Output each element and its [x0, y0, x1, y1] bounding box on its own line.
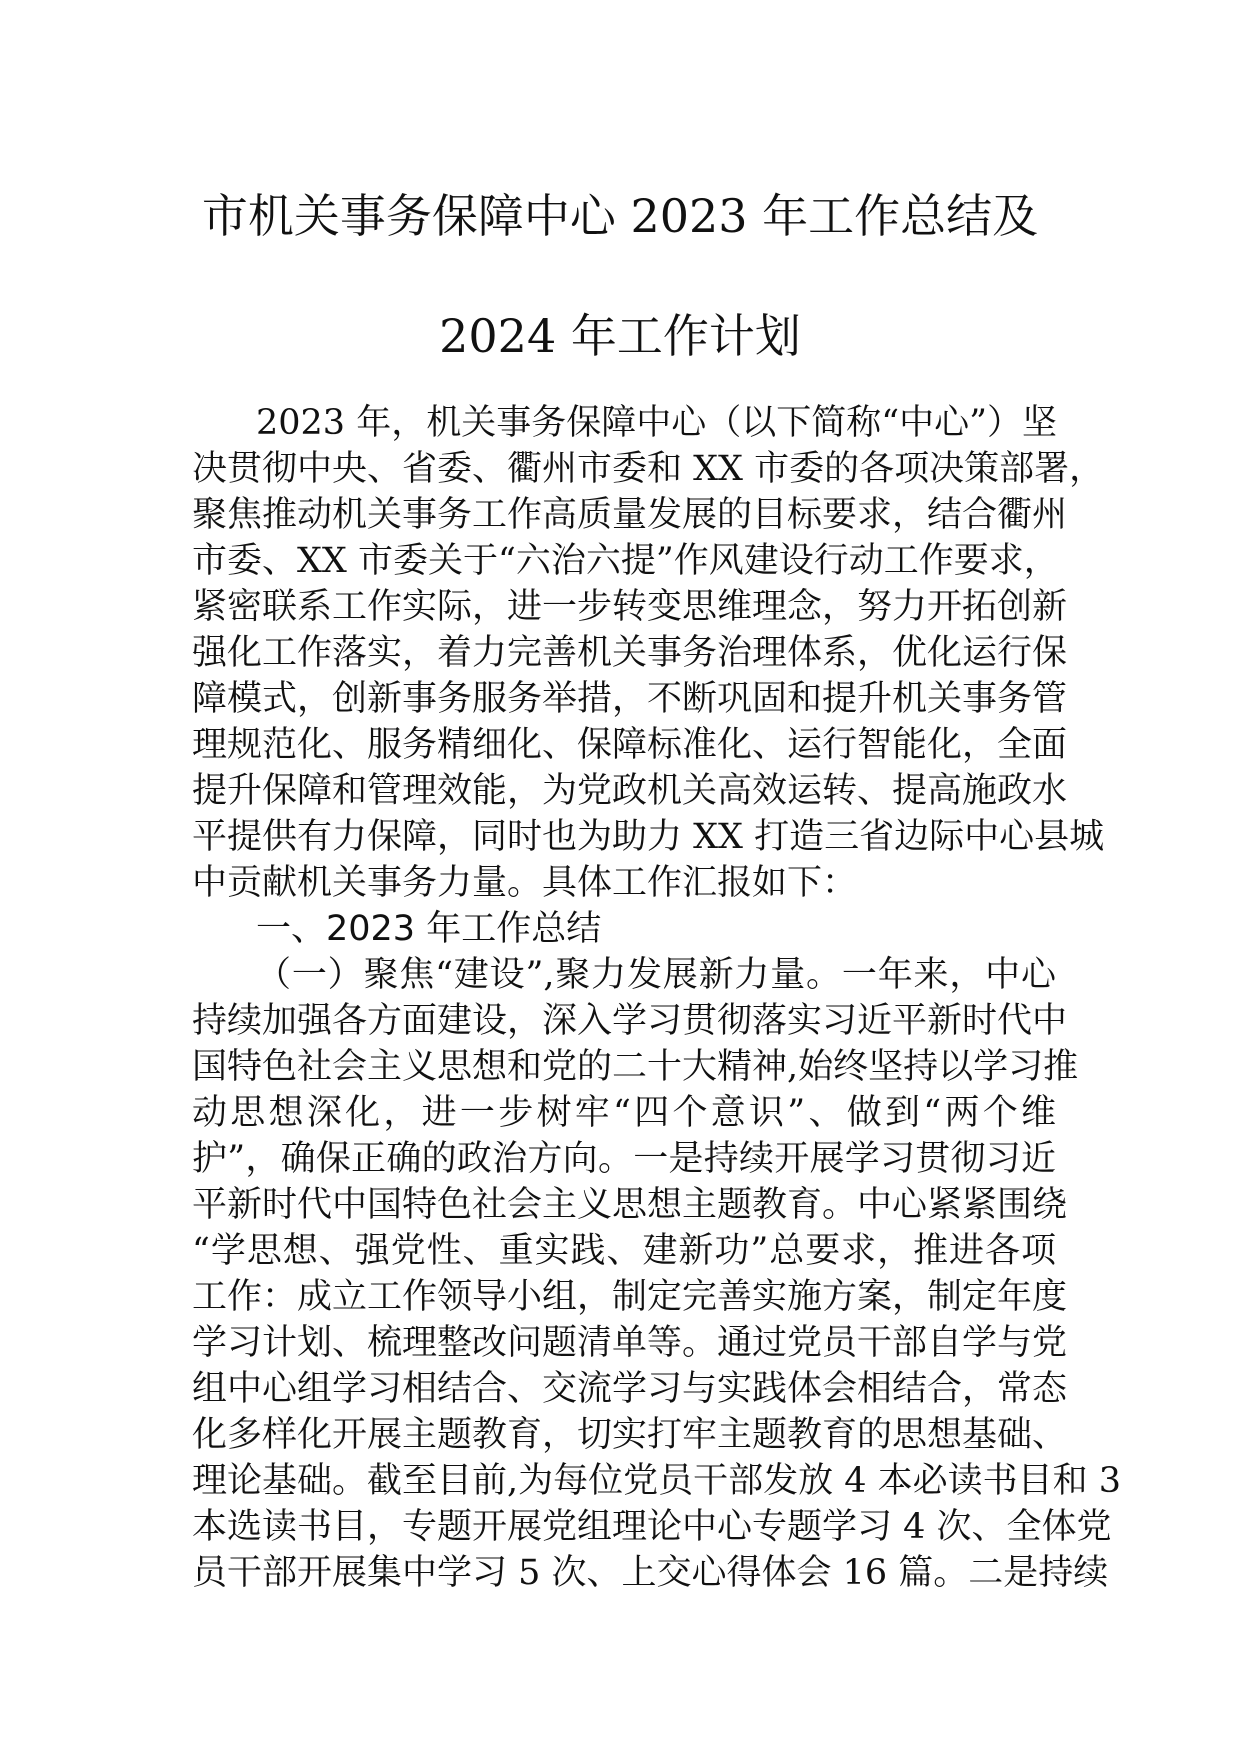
paragraph-line: 平提供有力保障，同时也为助力 XX 打造三省边际中心县城 [192, 817, 1105, 857]
paragraph-line: 紧密联系工作实际，进一步转变思维理念，努力开拓创新 [192, 587, 1068, 627]
paragraph-line: （一）聚焦“建设”,聚力发展新力量。一年来，中心 [256, 955, 1056, 995]
section-heading: 一、2023 年工作总结 [256, 909, 602, 949]
paragraph-line: 本选读书目，专题开展党组理论中心专题学习 4 次、全体党 [192, 1507, 1112, 1547]
paragraph-line: 工作：成立工作领导小组，制定完善实施方案，制定年度 [192, 1277, 1068, 1317]
paragraph-line: 2023 年，机关事务保障中心（以下简称“中心”）坚 [256, 403, 1057, 443]
document-title-line-1: 市机关事务保障中心 2023 年工作总结及 [201, 189, 1039, 243]
paragraph-line: 化多样化开展主题教育，切实打牢主题教育的思想基础、 [192, 1415, 1068, 1455]
paragraph-line: 中贡献机关事务力量。具体工作汇报如下： [192, 863, 858, 903]
paragraph-line: 平新时代中国特色社会主义思想主题教育。中心紧紧围绕 [192, 1185, 1068, 1225]
paragraph-line: 员干部开展集中学习 5 次、上交心得体会 16 篇。二是持续 [192, 1553, 1109, 1593]
paragraph-line: 护”，确保正确的政治方向。一是持续开展学习贯彻习近 [192, 1139, 1056, 1179]
paragraph-line: 市委、XX 市委关于“六治六提”作风建设行动工作要求， [192, 541, 1059, 581]
paragraph-line: 理论基础。截至目前,为每位党员干部发放 4 本必读书目和 3 [192, 1461, 1122, 1501]
document-title-line-2: 2024 年工作计划 [439, 309, 801, 363]
paragraph-line: 理规范化、服务精细化、保障标准化、运行智能化，全面 [192, 725, 1068, 765]
paragraph-line: 障模式，创新事务服务举措，不断巩固和提升机关事务管 [192, 679, 1068, 719]
paragraph-line: 国特色社会主义思想和党的二十大精神,始终坚持以学习推 [192, 1047, 1079, 1087]
paragraph-line: 学习计划、梳理整改问题清单等。通过党员干部自学与党 [192, 1323, 1068, 1363]
paragraph-line: 持续加强各方面建设，深入学习贯彻落实习近平新时代中 [192, 1001, 1068, 1041]
paragraph-line: 决贯彻中央、省委、衢州市委和 XX 市委的各项决策部署， [192, 449, 1105, 489]
document-body [192, 400, 1122, 1596]
paragraph-line: 强化工作落实，着力完善机关事务治理体系，优化运行保 [192, 633, 1068, 673]
paragraph-line: 动思想深化，进一步树牢“四个意识”、做到“两个维 [192, 1093, 1056, 1133]
paragraph-line: 组中心组学习相结合、交流学习与实践体会相结合，常态 [192, 1369, 1068, 1409]
paragraph-line: 提升保障和管理效能，为党政机关高效运转、提高施政水 [192, 771, 1068, 811]
paragraph-line: “学思想、强党性、重实践、建新功”总要求，推进各项 [192, 1231, 1056, 1271]
paragraph-line: 聚焦推动机关事务工作高质量发展的目标要求，结合衢州 [192, 495, 1068, 535]
